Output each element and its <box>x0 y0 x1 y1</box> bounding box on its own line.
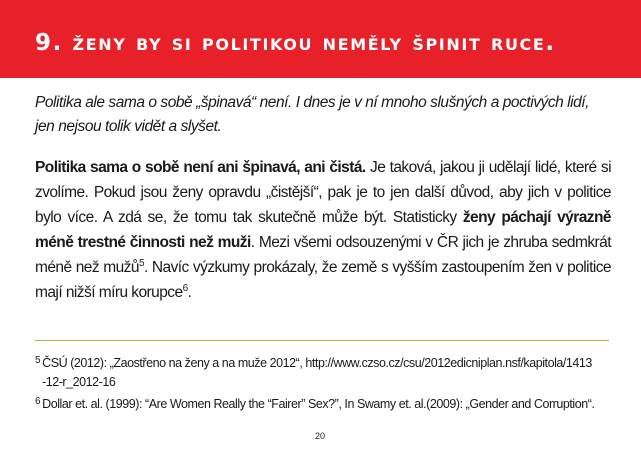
footnote-ref-5: 5 <box>138 258 144 269</box>
body-text-2: . Mezi všemi odsouzenými v ČR jich je zhruba sedmkrát méně než mužů <box>35 234 611 276</box>
footnote-5-continuation: -12-r_2012-16 <box>42 375 116 389</box>
footnote-6 <box>35 392 615 414</box>
title-banner <box>0 0 641 78</box>
footnote-6-mark: 6 <box>35 396 41 407</box>
body-text-3: . Navíc výzkumy prokázaly, že země s vyšším zastoupením žen v politice mají nižší míru korupce <box>35 259 611 301</box>
footnote-5-text: ČSÚ (2012): „Zaostřeno na ženy a na muže 2012“, http://www.czso.cz/csu/2012edicniplan.nsf/kapitola/1413 <box>42 356 592 370</box>
body-text-end: . <box>187 284 192 301</box>
page-title: 9. ženy by si politikou neměly špinit ruce. <box>35 30 556 56</box>
footnotes <box>35 351 615 414</box>
footnote-5 <box>35 351 615 373</box>
body-paragraph <box>35 155 611 305</box>
body-text-1: Je taková, jakou ji udělají lidé, které si zvolíme. Pokud jsou ženy opravdu „čistější“, pak je to jen další důvod, aby jich v politice bylo více. A zdá se, že tomu tak skutečně může být. Statisticky <box>35 159 611 226</box>
footnote-divider <box>35 340 609 341</box>
body-bold-sentence-2: ženy páchají výrazně méně trestné činnosti než muži <box>35 209 611 251</box>
intro-paragraph: Politika ale sama o sobě „špinavá“ není. I dnes je v ní mnoho slušných a poctivých lidí, jen nejsou tolik vidět a slyšet. <box>35 94 590 135</box>
footnote-5-mark: 5 <box>35 355 41 366</box>
footnote-6-text: Dollar et. al. (1999): “Are Women Really the “Fairer” Sex?”, In Swamy et. al.(2009): „Gender and Corruption“. <box>42 397 595 411</box>
body-bold-sentence-1: Politika sama o sobě není ani špinavá, ani čistá. <box>35 159 366 176</box>
footnote-ref-6: 6 <box>182 283 188 294</box>
page-number: 20 <box>314 431 325 441</box>
